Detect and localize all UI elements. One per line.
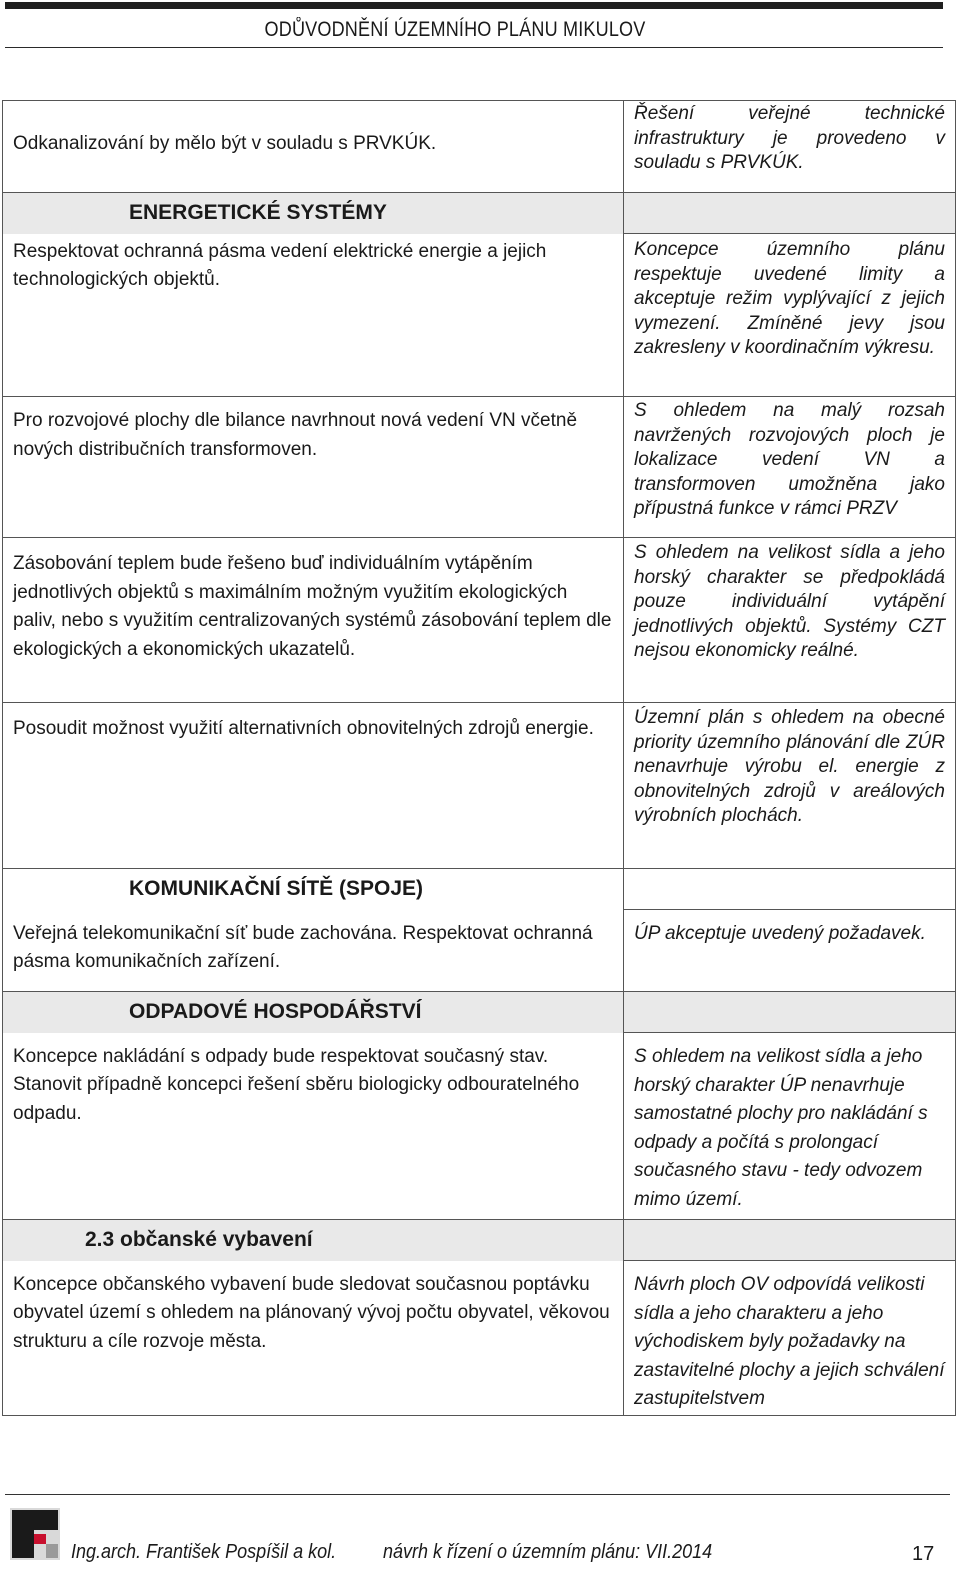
section-title	[3, 1220, 624, 1261]
section-title-text: 2.3 občanské vybavení	[85, 1228, 313, 1252]
response-text: Návrh ploch OV odpovídá velikosti sídla a jeho charakteru a jeho východiskem byly požadavky na zastavitelné plochy a jejich schválení zastupitelstvem	[634, 1274, 945, 1409]
requirement-cell	[3, 538, 624, 703]
requirement-cell	[3, 101, 624, 193]
table-row	[3, 910, 956, 992]
requirement-text: Respektovat ochranná pásma vedení elektrické energie a jejich technologických objektů.	[13, 240, 547, 290]
response-text: S ohledem na velikost sídla a jeho horský charakter se předpokládá pouze individuální vytápění jednotlivých objektů. Systémy CZT nejsou ekonomicky reálné.	[634, 542, 945, 662]
footer-author: Ing.arch. František Pospíšil a kol.	[71, 1541, 337, 1563]
response-text: Koncepce územního plánu respektuje uvedené limity a akceptuje režim vyplývající z jejich vymezení. Zmíněné jevy jsou zakresleny v koordinačním výkresu.	[634, 239, 945, 359]
response-cell	[624, 1261, 956, 1416]
section-blank-cell	[624, 992, 956, 1033]
response-cell	[624, 234, 956, 397]
requirement-cell	[3, 1261, 624, 1416]
header-rule-top	[5, 2, 943, 9]
section-header-row	[3, 869, 956, 910]
section-title	[3, 992, 624, 1033]
requirement-text: Veřejná telekomunikační síť bude zachována. Respektovat ochranná pásma komunikačních zařízení.	[13, 922, 593, 972]
requirement-cell	[3, 910, 624, 992]
section-title	[3, 193, 624, 234]
section-header-row	[3, 193, 956, 234]
table-row	[3, 234, 956, 397]
requirement-text: Posoudit možnost využití alternativních obnovitelných zdrojů energie.	[13, 718, 594, 739]
footer-document-status: návrh k řízení o územním plánu: VII.2014	[383, 1541, 713, 1563]
response-cell	[624, 397, 956, 538]
requirement-text: Pro rozvojové plochy dle bilance navrhnout nová vedení VN včetně nových distribučních transformoven.	[13, 410, 578, 460]
response-cell	[624, 910, 956, 992]
section-header-row	[3, 1220, 956, 1261]
section-title	[3, 869, 624, 910]
section-title-text: ENERGETICKÉ SYSTÉMY	[129, 201, 387, 225]
requirement-text: Zásobování teplem bude řešeno buď individuálním vytápěním jednotlivých objektů s maximálním možným využitím ekologických paliv, nebo s využitím centralizovaných systémů zásobování teplem dle ekologických a ekonomických ukazatelů.	[13, 553, 612, 660]
response-text: Územní plán s ohledem na obecné priority územního plánování dle ZÚR nenavrhuje výrobu el. energie z obnovitelných zdrojů v areálových výrobních plochách.	[634, 707, 945, 827]
section-blank-cell	[624, 193, 956, 234]
header-rule-bottom	[5, 47, 943, 48]
section-title-text: ODPADOVÉ HOSPODÁŘSTVÍ	[129, 1000, 422, 1024]
table-row	[3, 538, 956, 703]
table-row	[3, 1261, 956, 1416]
footer-rule	[5, 1494, 950, 1495]
response-text: S ohledem na malý rozsah navržených rozvojových ploch je lokalizace vedení VN a transformoven umožněna jako přípustná funkce v rámci PRZV	[634, 400, 945, 520]
section-blank-cell	[624, 1220, 956, 1261]
page-header-title: ODŮVODNĚNÍ ÚZEMNÍHO PLÁNU MIKULOV	[264, 18, 646, 41]
section-blank-cell	[624, 869, 956, 910]
section-header-row	[3, 992, 956, 1033]
response-text: Řešení veřejné technické infrastruktury je provedeno v souladu s PRVKÚK.	[634, 103, 945, 174]
requirement-cell	[3, 703, 624, 869]
requirement-cell	[3, 397, 624, 538]
section-title-text: KOMUNIKAČNÍ SÍTĚ (SPOJE)	[129, 877, 424, 901]
page-number: 17	[912, 1543, 935, 1565]
requirements-table	[2, 100, 956, 1416]
requirement-text: Koncepce občanského vybavení bude sledovat současnou poptávku obyvatel území s ohledem na plánovaný vývoj počtu obyvatel, věkovou strukturu a cíle rozvoje města.	[13, 1273, 610, 1352]
response-cell	[624, 703, 956, 869]
table-row	[3, 397, 956, 538]
response-cell	[624, 538, 956, 703]
response-text: S ohledem na velikost sídla a jeho horský charakter ÚP nenavrhuje samostatné plochy pro nakládání s odpady a počítá s prolongací současného stavu - tedy odvozem mimo území.	[634, 1046, 928, 1210]
table-row	[3, 1033, 956, 1220]
requirement-cell	[3, 1033, 624, 1220]
table-row	[3, 703, 956, 869]
company-logo-icon	[10, 1508, 60, 1560]
response-cell	[624, 101, 956, 193]
response-cell	[624, 1033, 956, 1220]
requirement-cell	[3, 234, 624, 397]
requirement-text: Odkanalizování by mělo být v souladu s PRVKÚK.	[13, 133, 437, 155]
response-text: ÚP akceptuje uvedený požadavek.	[634, 923, 926, 944]
table-row	[3, 101, 956, 193]
requirement-text: Koncepce nakládání s odpady bude respektovat současný stav. Stanovit případně koncepci řešení sběru biologicky odbouratelného odpadu.	[13, 1045, 580, 1124]
